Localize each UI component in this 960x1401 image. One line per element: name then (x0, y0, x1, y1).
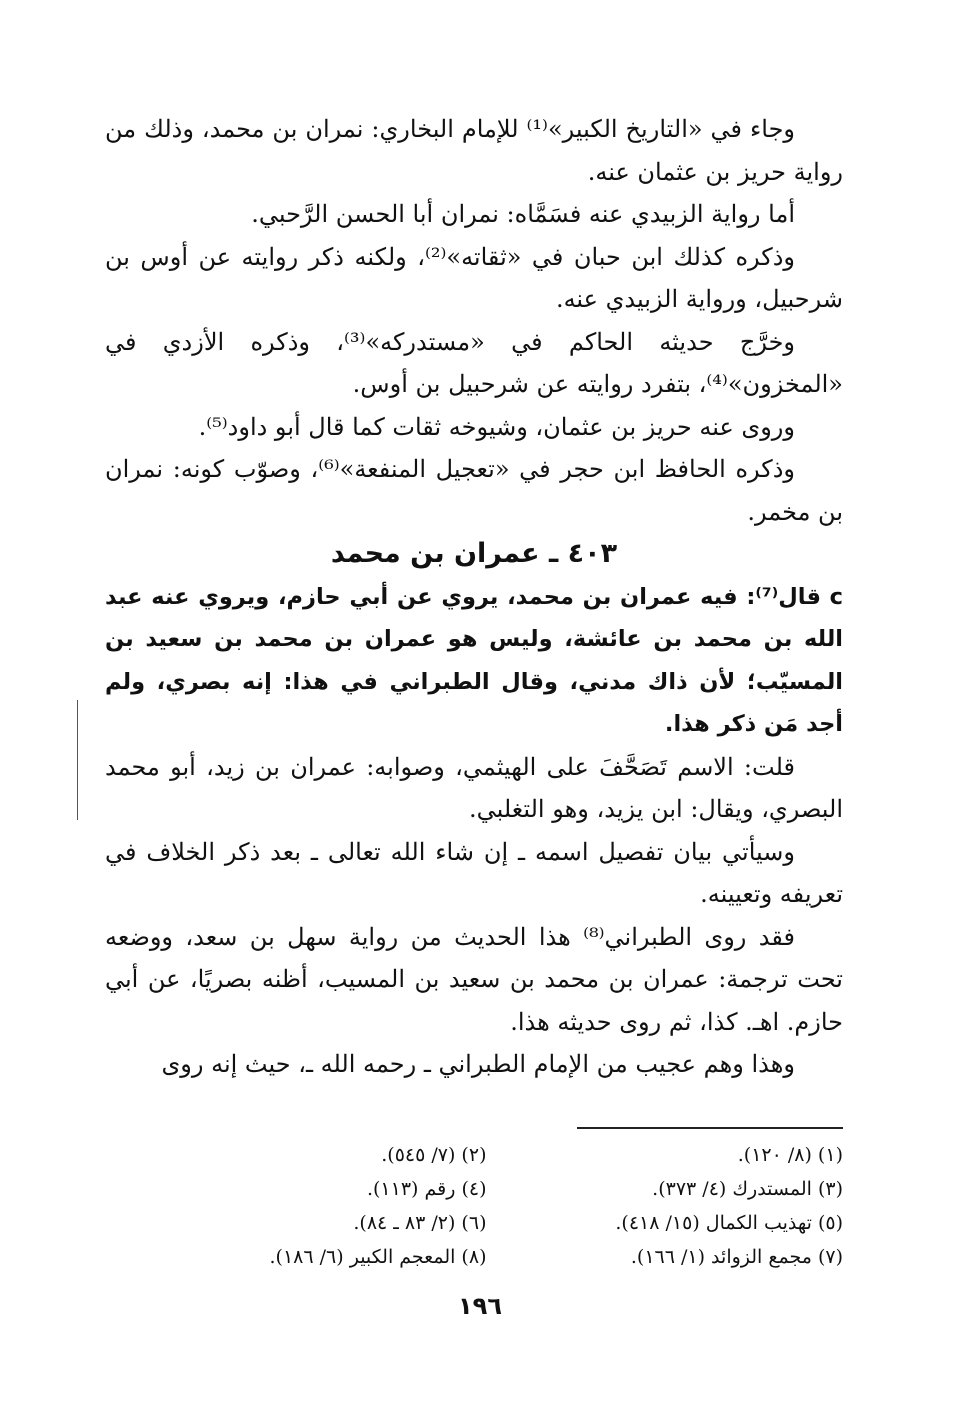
paragraph: وهذا وهم عجيب من الإمام الطبراني ـ رحمه الله ـ، حيث إنه روى (161, 1050, 795, 1078)
paragraph: فقد روى الطبراني⁽⁸⁾ هذا الحديث من رواية سهل بن سعد، ووضعه تحت ترجمة: عمران بن محمد بن سعيد بن المسيب، أظنه بصريًا، عن أبي حازم. اهـ. كذا، ثم روى حديثه هذا. (105, 922, 843, 1036)
footnote: (٨) المعجم الكبير (٦/ ١٨٦). (269, 1246, 487, 1268)
footnote: (٤) رقم (١١٣). (366, 1178, 487, 1200)
footnotes (150, 1140, 843, 1272)
footnote: (٢) (٧/ ٥٤٥). (381, 1144, 487, 1166)
section-heading: ٤٠٣ ـ عمران بن محمد (330, 538, 618, 569)
footnote: (٣) المستدرك (٤/ ٣٧٣). (652, 1178, 843, 1200)
paragraph: وجاء في «التاريخ الكبير»⁽¹⁾ للإمام البخاري: نمران بن محمد، وذلك من رواية حريز بن عثمان عنه. (105, 115, 843, 186)
paragraph: قلت: الاسم تَصَحَّفَ على الهيثمي، وصوابه: عمران بن زيد، أبو محمد البصري، ويقال: ابن يزيد، وهو التغلبي. (105, 752, 843, 823)
paragraph: وذكره الحافظ ابن حجر في «تعجيل المنفعة»⁽⁶⁾، وصوّب كونه: نمران بن مخمر. (105, 455, 843, 526)
paragraph: أما رواية الزبيدي عنه فسَمَّاه: نمران أبا الحسن الرَّحبي. (251, 200, 795, 228)
paragraph: وسيأتي بيان تفصيل اسمه ـ إن شاء الله تعالى ـ بعد ذكر الخلاف في تعريفه وتعيينه. (105, 837, 843, 908)
paragraph: وروى عنه حريز بن عثمان، وشيوخه ثقات كما قال أبو داود⁽⁵⁾. (198, 412, 795, 441)
footnote: (٧) مجمع الزوائد (١/ ١٦٦). (630, 1246, 843, 1268)
paragraph: وذكره كذلك ابن حبان في «ثقاته»⁽²⁾، ولكنه ذكر روايته عن أوس بن شرحبيل، ورواية الزبيدي عنه. (105, 242, 843, 313)
footnote: (٦) (٢/ ٨٣ ـ ٨٤). (353, 1212, 487, 1234)
footnote-separator (577, 1127, 843, 1129)
margin-line (77, 700, 78, 820)
main-text (105, 108, 843, 1086)
quoted-text: c قال⁽⁷⁾: فيه عمران بن محمد، يروي عن أبي حازم، ويروي عنه عبد الله بن محمد بن عائشة، وليس هو عمران بن محمد بن سعيد بن المسيّب؛ لأن ذاك مدني، وقال الطبراني في هذا: إنه بصري، ولم أجد مَن ذكر هذا. (105, 583, 843, 737)
footnote: (١) (٨/ ١٢٠). (737, 1144, 843, 1166)
page-number: ١٩٦ (458, 1292, 502, 1320)
paragraph: وخرَّج حديثه الحاكم في «مستدركه»⁽³⁾، وذكره الأزدي في «المخزون»⁽⁴⁾، بتفرد روايته عن شرحبيل بن أوس. (105, 327, 843, 398)
footnote: (٥) تهذيب الكمال (١٥/ ٤١٨). (615, 1212, 843, 1234)
